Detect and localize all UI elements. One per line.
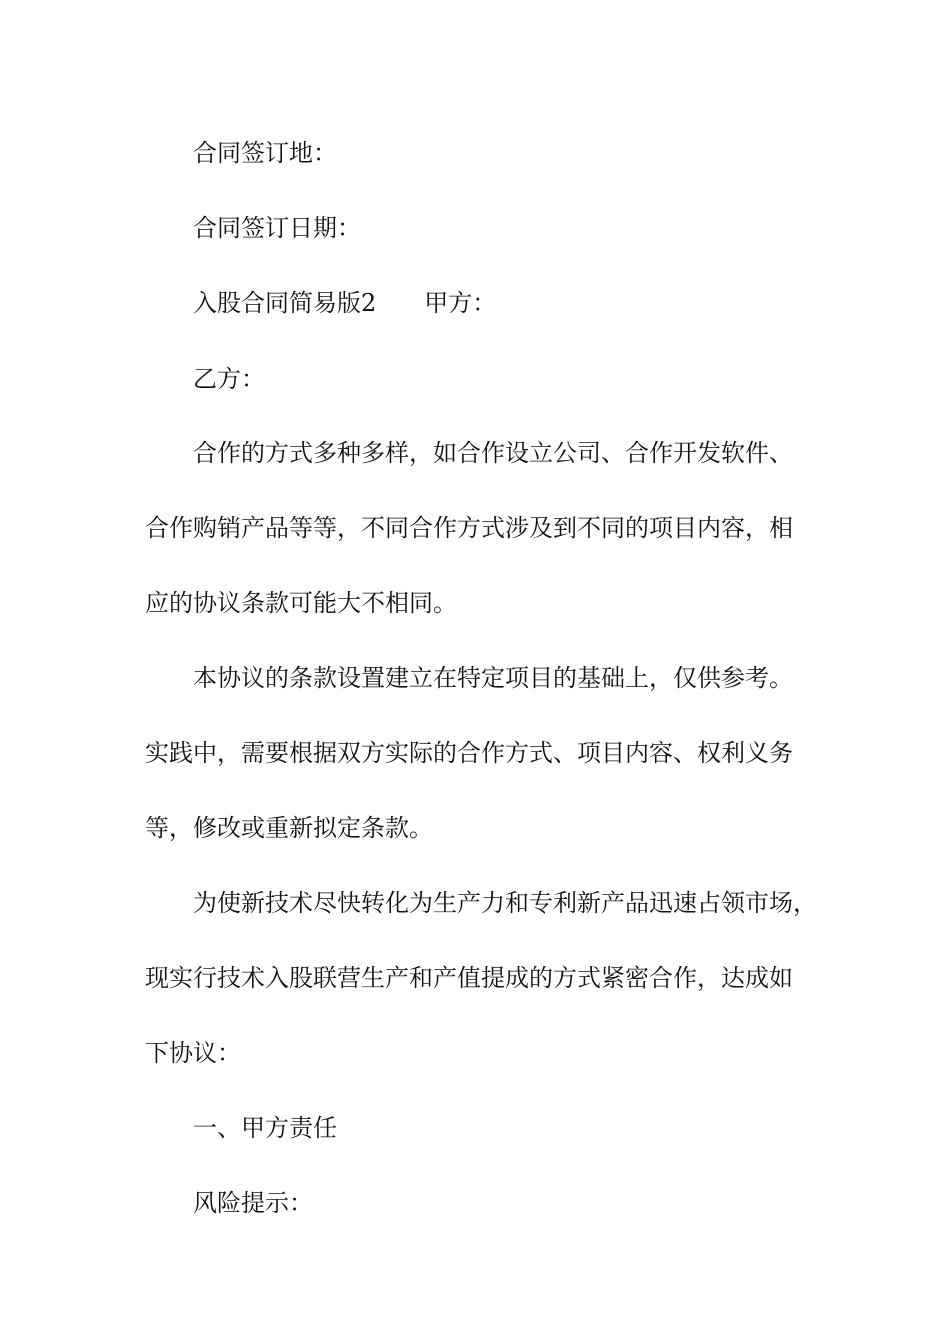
risk-notice-label: 风险提示： [193, 1189, 313, 1217]
paragraph-line: 为使新技术尽快转化为生产力和专利新产品迅速占领市场， [193, 889, 817, 917]
paragraph-line: 下协议： [145, 1039, 241, 1067]
paragraph-line: 现实行技术入股联营生产和产值提成的方式紧密合作，达成如 [145, 964, 793, 992]
paragraph-line: 合作的方式多种多样，如合作设立公司、合作开发软件、 [193, 439, 793, 467]
paragraph-line: 实践中，需要根据双方实际的合作方式、项目内容、权利义务 [145, 739, 793, 767]
section-heading: 一、甲方责任 [193, 1114, 337, 1142]
title-and-party-a [193, 287, 496, 319]
paragraph-line: 合作购销产品等等，不同合作方式涉及到不同的项目内容，相 [145, 514, 793, 542]
paragraph-line: 本协议的条款设置建立在特定项目的基础上，仅供参考。 [193, 664, 793, 692]
contract-signing-place: 合同签订地： [193, 139, 337, 167]
party-b-label: 乙方： [193, 365, 265, 393]
document-title: 入股合同简易版2 [193, 289, 377, 317]
paragraph-line: 等，修改或重新拟定条款。 [145, 814, 433, 842]
contract-signing-date: 合同签订日期： [193, 214, 361, 242]
paragraph-line: 应的协议条款可能大不相同。 [145, 589, 457, 617]
party-a-label: 甲方： [424, 289, 497, 317]
